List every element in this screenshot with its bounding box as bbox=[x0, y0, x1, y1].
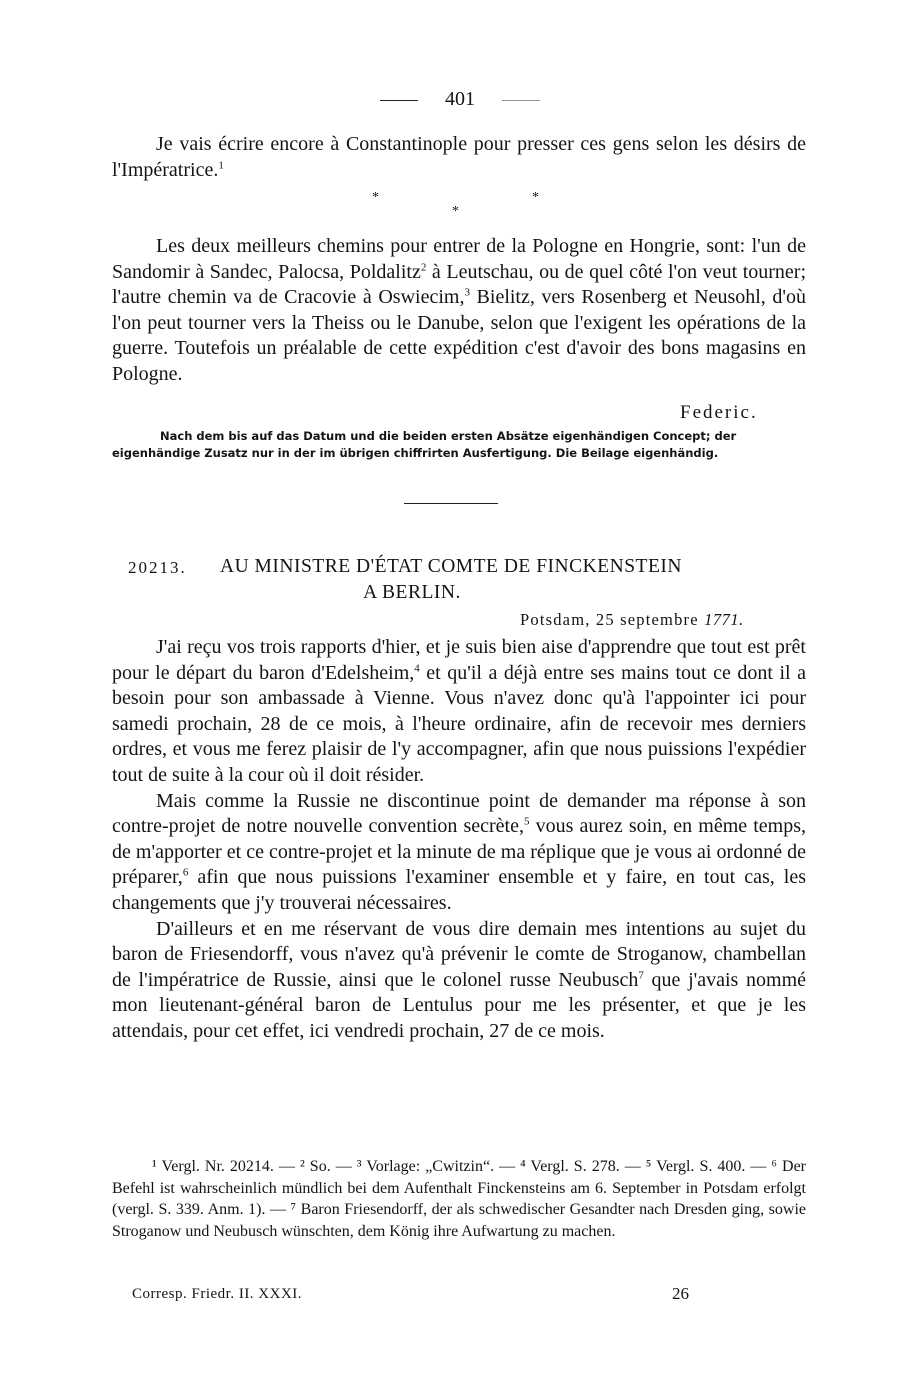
asterisk-left: * bbox=[372, 190, 379, 205]
footnote-ref-1: 1 bbox=[218, 158, 224, 171]
footnotes bbox=[112, 1156, 806, 1242]
letter-title-line-1: AU MINISTRE D'ÉTAT COMTE DE FINCKENSTEIN bbox=[220, 556, 682, 577]
footnote-ref-4: 4 bbox=[414, 661, 420, 674]
footnotes-text: ¹ Vergl. Nr. 20214. — ² So. — ³ Vorlage: „Cwitzin“. — ⁴ Vergl. S. 278. — ⁵ Vergl. S. 400. — ⁶ Der Befehl ist wahrscheinlich mündlich bei dem Aufenthalt Finckensteins am 6. September in Potsdam erfolgt (vergl. S. 339. Anm. 1). — ⁷ Baron Friesendorff, der als schwedischer Gesandter nach Dresden ging, sowie Stroganow und Neubusch wünschten, dem König ihre Aufwartung zu machen. bbox=[112, 1158, 806, 1240]
footnote-ref-7: 7 bbox=[638, 969, 644, 982]
footnote-ref-5: 5 bbox=[523, 815, 530, 828]
letter-paragraph-3: D'ailleurs et en me réservant de vous dire demain mes intentions au sujet du baron de Friesendorff, vous n'avez qu'à prévenir le comte de Stroganow, chambellan de l'impératrice de Russie, ainsi que le colonel russe Neubusch$^7$ que j'avais nommé mon lieutenant-général baron de Lentulus pour me les présenter, et que je les attendais, pour cet effet, ici vendredi prochain, 27 de ce mois. bbox=[112, 917, 807, 1042]
footnote-ref-6: 6 bbox=[182, 866, 189, 879]
routes-text-3: Bielitz, vers Rosenberg et Neusohl, d'où l'on peut tourner vers la Theiss ou le Danube, selon que l'exigent les opérations de la guerre. Toutefois un préalable de cette expédition c'est d'avoir des bons magasins en Pologne. bbox=[112, 286, 806, 385]
asterisk-center: * bbox=[452, 204, 459, 219]
dateline-year: 1771. bbox=[704, 610, 744, 629]
dateline-date: 25 septembre bbox=[595, 610, 699, 629]
routes-text-1: Les deux meilleurs chemins pour entrer de la Pologne en Hongrie, sont: l'un de Sandomir à Sandec, Palocsa, Poldalitz bbox=[112, 235, 806, 283]
dateline-place: Potsdam, bbox=[520, 610, 591, 629]
section-divider bbox=[404, 503, 498, 504]
signature: Federic. bbox=[680, 402, 758, 423]
opening-paragraph bbox=[112, 132, 806, 183]
letter-body bbox=[112, 635, 806, 1045]
opening-paragraph-text: Je vais écrire encore à Constantinople pour presser ces gens selon les désirs de l'Impératrice. bbox=[112, 133, 806, 181]
letter-paragraph-2: Mais comme la Russie ne discontinue point de demander ma réponse à son contre-projet de notre nouvelle convention secrète,$^5$ vous aurez soin, en même temps, de m'apporter et ce contre-projet et la minute de ma réplique que je vous ai ordonné de préparer,$^6$ afin que nous puissions l'examiner ensemble et y faire, en tout cas, les changements que j'y trouverai nécessaires. bbox=[112, 789, 806, 914]
footnote-ref-2: 2 bbox=[420, 260, 427, 273]
archival-note-line-2: eigenhändige Zusatz nur in der im übrigen chiffrirten Ausfertigung. Die Beilage eigenhändig. bbox=[112, 446, 719, 460]
page-number: 401 bbox=[445, 88, 475, 110]
archival-note-line-1: Nach dem bis auf das Datum und die beiden ersten Absätze eigenhändigen Concept; der bbox=[160, 429, 737, 443]
footer-signature-number: 26 bbox=[672, 1284, 689, 1303]
footnote-ref-3: 3 bbox=[464, 286, 470, 299]
routes-paragraph bbox=[112, 234, 806, 388]
letter-paragraph-1: J'ai reçu vos trois rapports d'hier, et je suis bien aise d'apprendre que tout est prêt pour le départ du baron d'Edelsheim,$^4$ et qu'il a déjà entre ses mains tout ce dont il a besoin pour son ambassade à Vienne. Vous n'avez donc qu'à l'appointer ici pour samedi prochain, 28 de ce mois, à l'heure ordinaire, afin de recevoir mes derniers ordres, et vous me ferez plaisir de l'y accompagner, afin que nous puissions l'expédier tout de suite à la cour où il doit résider. bbox=[112, 636, 806, 786]
dateline bbox=[520, 610, 744, 630]
page-header bbox=[380, 88, 540, 114]
footer-source: Corresp. Friedr. II. XXXI. bbox=[132, 1286, 303, 1302]
letter-title-line-2: A BERLIN. bbox=[363, 582, 461, 603]
section-asterisms bbox=[360, 190, 560, 220]
routes-text-2: à Leutschau, ou de quel côté l'on veut tourner; l'autre chemin va de Cracovie à Oswiecim, bbox=[112, 260, 807, 309]
asterisk-right: * bbox=[532, 190, 539, 205]
letter-number: 20213. bbox=[128, 558, 187, 577]
header-dash-right bbox=[502, 100, 540, 101]
archival-note bbox=[112, 428, 806, 462]
